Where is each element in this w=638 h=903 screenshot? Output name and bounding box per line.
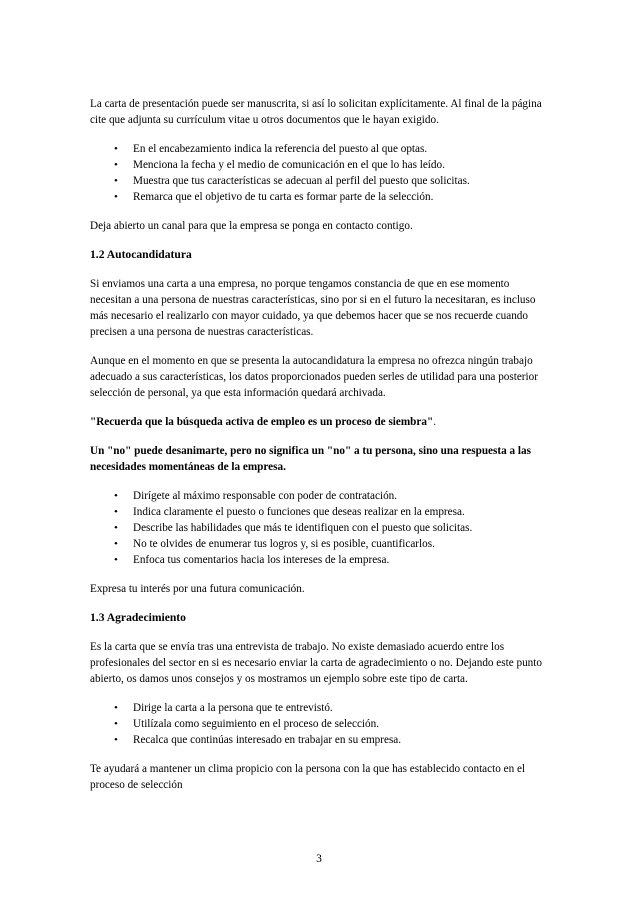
quote-paragraph — [90, 414, 550, 430]
list-item: • Describe las habilidades que más te identifiquen con el puesto que solicitas. — [114, 520, 550, 536]
autocandidatura-closing: Expresa tu interés por una futura comunicación. — [90, 583, 305, 595]
contact-paragraph: Deja abierto un canal para que la empresa se ponga en contacto contigo. — [90, 220, 413, 232]
bullet-list-1 — [90, 141, 550, 205]
list-item: • Muestra que tus características se adecuan al perfil del puesto que solicitas. — [114, 173, 550, 189]
agradecimiento-paragraph: Es la carta que se envía tras una entrevista de trabajo. No existe demasiado acuerdo entre los profesionales del sector en si es necesario enviar la carta de agradecimiento o no. Dejando este punto abierto, os damos unos consejos y os mostramos un ejemplo sobre este tipo de carta. — [90, 641, 542, 685]
quote-end: . — [433, 416, 436, 428]
list-item: • Menciona la fecha y el medio de comunicación en el que lo has leído. — [114, 157, 550, 173]
page-content — [90, 96, 550, 806]
section-heading-agradecimiento: 1.3 Agradecimiento — [90, 611, 186, 624]
page-number: 3 — [316, 853, 322, 865]
bold-paragraph: Un "no" puede desanimarte, pero no significa un "no" a tu persona, sino una respuesta a las necesidades momentáneas de la empresa. — [90, 445, 531, 473]
section-heading-autocandidatura: 1.2 Autocandidatura — [90, 248, 192, 261]
bullet-list-2 — [90, 488, 550, 568]
list-item: • Remarca que el objetivo de tu carta es formar parte de la selección. — [114, 189, 550, 205]
agradecimiento-closing: Te ayudará a mantener un clima propicio con la persona con la que has establecido contacto en el proceso de selección — [90, 763, 526, 791]
list-item: • En el encabezamiento indica la referencia del puesto al que optas. — [114, 141, 550, 157]
list-item: • Indica claramente el puesto o funciones que deseas realizar en la empresa. — [114, 504, 550, 520]
list-item: • Enfoca tus comentarios hacia los intereses de la empresa. — [114, 552, 550, 568]
quote-bold-text: "Recuerda que la búsqueda activa de empleo es un proceso de siembra" — [90, 416, 434, 428]
list-item: • Dirige la carta a la persona que te entrevistó. — [114, 700, 550, 716]
list-item: • No te olvides de enumerar tus logros y, si es posible, cuantificarlos. — [114, 536, 550, 552]
intro-paragraph: La carta de presentación puede ser manuscrita, si así lo solicitan explícitamente. Al final de la página cite que adjunta su currículum vitae u otros documentos que le hayan exigido. — [90, 98, 542, 126]
list-item: • Dirígete al máximo responsable con poder de contratación. — [114, 488, 550, 504]
list-item: • Recalca que continúas interesado en trabajar en su empresa. — [114, 732, 550, 748]
autocandidatura-paragraph-2: Aunque en el momento en que se presenta la autocandidatura la empresa no ofrezca ningún trabajo adecuado a sus características, los datos proporcionados pueden serles de utilidad para una posterior selección de personal, ya que esta información quedará archivada. — [90, 355, 538, 399]
autocandidatura-paragraph-1: Si enviamos una carta a una empresa, no porque tengamos constancia de que en ese momento necesitan a una persona de nuestras características, sino por si en el futuro la necesitaran, es incluso más necesario el realizarlo con mayor cuidado, ya que debemos hacer que se nos recuerde cuando precisen a una persona de nuestras características. — [90, 278, 536, 338]
bullet-list-3 — [90, 700, 550, 748]
list-item: • Utilízala como seguimiento en el proceso de selección. — [114, 716, 550, 732]
